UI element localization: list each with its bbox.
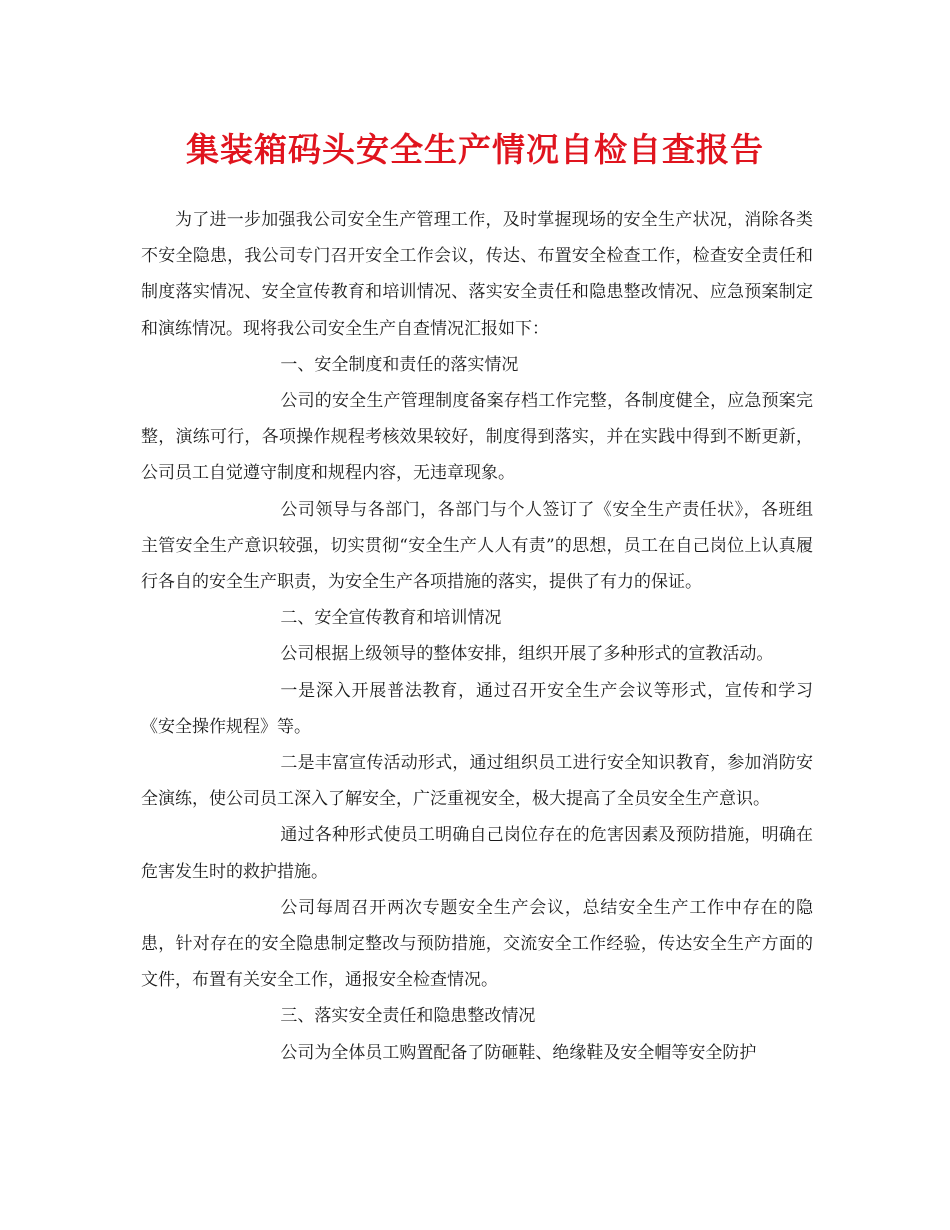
body-paragraph: 公司每周召开两次专题安全生产会议，总结安全生产工作中存在的隐患，针对存在的安全隐患制定整改与预防措施，交流安全工作经验，传达安全生产方面的文件，布置有关安全工作，通报安全检查情况。 bbox=[141, 897, 813, 991]
body-paragraph: 公司领导与各部门，各部门与个人签订了《安全生产责任状》，各班组主管安全生产意识较强，切实贯彻“安全生产人人有责”的思想，员工在自己岗位上认真履行各自的安全生产职责，为安全生产各项措施的落实，提供了有力的保证。 bbox=[141, 499, 813, 593]
document-body bbox=[141, 202, 813, 1071]
body-paragraph: 公司根据上级领导的整体安排，组织开展了多种形式的宣教活动。 bbox=[280, 644, 774, 665]
section-heading-3: 三、落实安全责任和隐患整改情况 bbox=[280, 1006, 536, 1027]
body-paragraph: 二是丰富宣传活动形式，通过组织员工进行安全知识教育，参加消防安全演练，使公司员工深入了解安全，广泛重视安全，极大提高了全员安全生产意识。 bbox=[141, 753, 813, 810]
section-heading-1: 一、安全制度和责任的落实情况 bbox=[280, 354, 519, 375]
body-paragraph: 公司为全体员工购置配备了防砸鞋、绝缘鞋及安全帽等安全防护 bbox=[280, 1042, 757, 1063]
body-paragraph: 一是深入开展普法教育，通过召开安全生产会议等形式，宣传和学习《安全操作规程》等。 bbox=[141, 680, 813, 737]
body-paragraph: 公司的安全生产管理制度备案存档工作完整，各制度健全，应急预案完整，演练可行，各项操作规程考核效果较好，制度得到落实，并在实践中得到不断更新，公司员工自觉遵守制度和规程内容，无违章现象。 bbox=[141, 391, 813, 484]
section-heading-2: 二、安全宣传教育和培训情况 bbox=[280, 608, 502, 629]
intro-paragraph: 为了进一步加强我公司安全生产管理工作，及时掌握现场的安全生产状况，消除各类不安全隐患，我公司专门召开安全工作会议，传达、布置安全检查工作，检查安全责任和制度落实情况、安全宣传教育和培训情况、落实安全责任和隐患整改情况、应急预案制定和演练情况。现将我公司安全生产自查情况汇报如下： bbox=[141, 210, 813, 339]
body-paragraph: 通过各种形式使员工明确自己岗位存在的危害因素及预防措施，明确在危害发生时的救护措施。 bbox=[141, 825, 813, 882]
document-title: 集装箱码头安全生产情况自检自查报告 bbox=[186, 130, 764, 169]
